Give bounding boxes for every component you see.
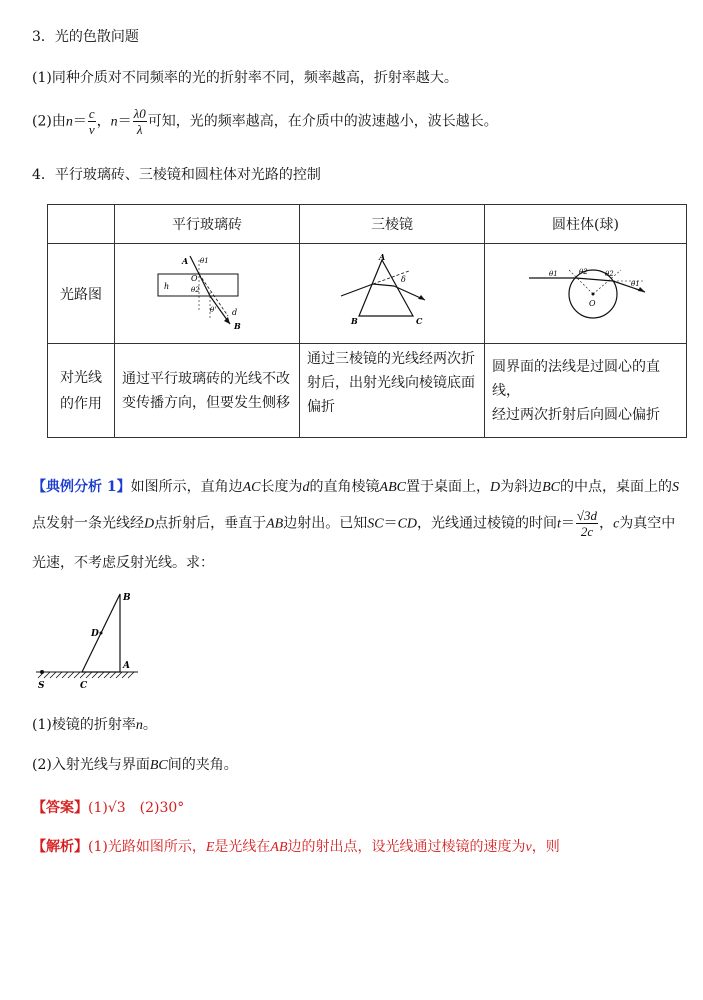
fig1-label-theta2: θ2 [191,285,200,294]
question-2: (2)入射光线与界面BC间的夹角。 [32,757,238,773]
fig3-label-theta1: θ1 [548,269,558,278]
prism-label-D: D [91,629,99,639]
section-3-paragraph-2: (2)由n＝ $\frac{c}{v}$ ，n＝ $\frac{\lambda 0}{\lambda}$ 可知，光的频率越高，在介质中的波速越小，波长越长。 [32,106,498,137]
fig1-label-h: h [164,281,170,291]
row-label-effect: 对光线 的作用 [48,344,115,438]
prism-label-A: A [123,661,130,671]
prism-label-S: S [38,681,45,690]
cylinder-effect-cell: 圆界面的法线是过圆心的直线， 经过两次折射后向圆心偏折 [485,344,687,438]
fig3-label-theta2: θ2 [578,267,588,276]
fraction-c-over-v: $\frac{c}{v}$ [88,106,95,137]
analysis-line: 【解析】(1)光路如图所示，E是光线在AB边的射出点，设光线通过棱镜的速度为v，则 [32,839,560,855]
prism-label-C: C [80,681,88,690]
cylinder-figure-cell [485,244,687,344]
cylinder-diagram [521,254,651,334]
fig2-label-C: C [416,315,423,326]
col-header-glass-slab: 平行玻璃砖 [115,205,300,244]
fig3-label-O: O [588,298,596,308]
fig1-label-O: O [191,273,198,283]
fig3-label-theta2b: θ2 [604,269,614,278]
answer-tag: 【答案】 [32,800,88,816]
glass-slab-diagram [152,254,262,334]
table-corner-cell [48,205,115,244]
row-label-light-path: 光路图 [48,244,115,344]
fig3-label-theta1b: θ1 [630,279,640,288]
answer-line [32,797,184,817]
section-3-heading: 3．光的色散问题 [32,29,139,45]
fig1-label-theta1: θ1 [200,256,209,265]
example-line-1: 【典例分析 1】如图所示，直角边AC长度为d的直角棱镜ABC置于桌面上，D为斜边BC的中点，桌面上的S [32,479,679,495]
right-prism-diagram [30,590,150,690]
fig2-label-A: A [379,253,386,262]
answer-text: (1)√3 (2)30° [88,800,185,816]
fig2-label-delta: δ [401,274,406,284]
prism-label-B: B [123,593,131,603]
section-3-paragraph-1: (1)同种介质对不同频率的光的折射率不同，频率越高，折射率越大。 [32,70,458,86]
fig1-label-B: B [234,320,241,331]
question-1: (1)棱镜的折射率n。 [32,717,157,733]
fig1-label-A: A [182,255,189,266]
example-line-3: 光速，不考虑反射光线。求： [32,555,214,571]
prism-diagram [337,254,447,334]
fig2-label-B: B [351,315,358,326]
section-4-heading: 4．平行玻璃砖、三棱镜和圆柱体对光路的控制 [32,167,321,183]
fig1-label-theta1-prime: θ' [210,305,217,314]
col-header-prism: 三棱镜 [300,205,485,244]
example-line-2: 点发射一条光线经D点折射后，垂直于AB边射出。已知SC＝CD，光线通过棱镜的时间t＝ $\frac{√3d}{2c}$ ，c为真空中 [32,508,676,539]
prism-effect-cell: 通过三棱镜的光线经两次折 射后，出射光线向棱镜底面 偏折 [300,344,485,438]
fig1-label-d: d [232,307,238,317]
glass-slab-figure-cell [115,244,300,344]
analysis-tag: 【解析】 [32,839,88,855]
optics-comparison-table [47,204,687,438]
glass-slab-effect-cell: 通过平行玻璃砖的光线不改 变传播方向，但要发生侧移 [115,344,300,438]
fraction-time: $\frac{√3d}{2c}$ [576,508,598,539]
prism-figure-cell [300,244,485,344]
example-tag: 【典例分析 1】 [32,479,131,495]
fraction-lambda0-over-lambda: $\frac{\lambda 0}{\lambda}$ [133,106,146,137]
col-header-cylinder: 圆柱体(球) [485,205,687,244]
